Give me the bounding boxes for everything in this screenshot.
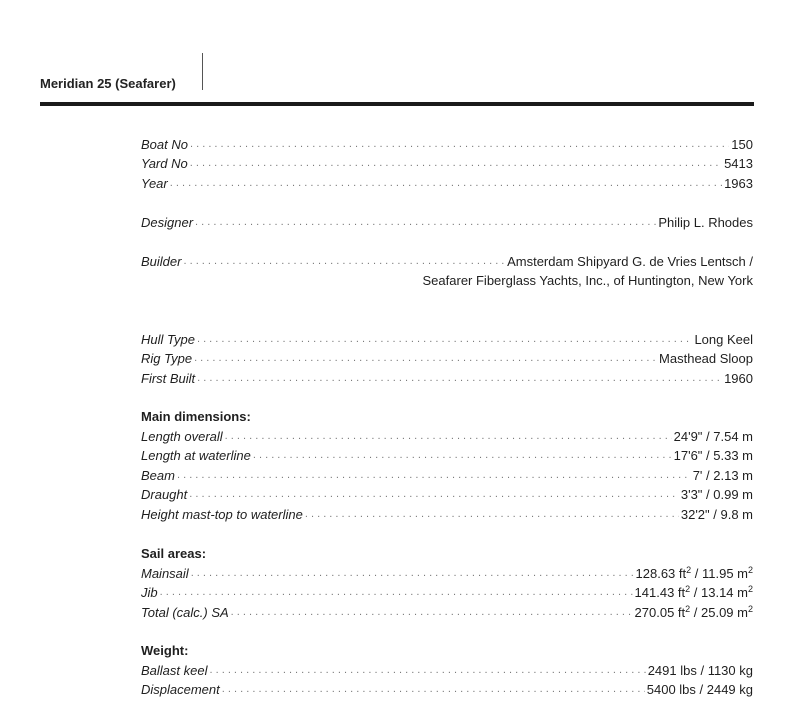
- spec-value: 3'3" / 0.99 m: [680, 487, 753, 502]
- dot-leader: [190, 135, 729, 154]
- spec-row-length-waterline: [141, 446, 753, 465]
- spec-row-yard-no: [141, 154, 753, 173]
- dot-leader: [183, 252, 505, 271]
- spec-row-displacement: [141, 680, 753, 699]
- spec-row-length-overall: [141, 427, 753, 446]
- value-imperial: 270.05 ft: [634, 605, 686, 620]
- spec-label: Beam: [141, 468, 175, 483]
- spec-value: [635, 583, 753, 602]
- spec-label: Year: [141, 176, 168, 191]
- value-imperial: 141.43 ft: [634, 585, 686, 600]
- spec-row-builder: [141, 252, 753, 271]
- exponent: 2: [685, 604, 691, 614]
- spec-row-first-built: [141, 369, 753, 388]
- spec-row-boat-no: [141, 135, 753, 154]
- dot-leader: [170, 174, 722, 193]
- spec-row-draught: [141, 485, 753, 504]
- spec-label: Rig Type: [141, 351, 193, 366]
- spec-value: Masthead Sloop: [659, 351, 753, 366]
- dot-leader: [194, 349, 657, 368]
- spec-label: Ballast keel: [141, 663, 208, 678]
- dot-leader: [160, 583, 633, 602]
- spec-value: 5400 lbs / 2449 kg: [646, 682, 753, 697]
- spec-value: 1960: [724, 371, 753, 386]
- value-metric: / 11.95 m: [691, 566, 748, 581]
- spec-row-ballast-keel: [141, 661, 753, 680]
- spec-row-mainsail: [141, 564, 753, 583]
- dot-leader: [305, 505, 679, 524]
- value-metric: / 25.09 m: [690, 605, 748, 620]
- spec-value: Long Keel: [694, 332, 753, 347]
- value-metric: / 13.14 m: [690, 585, 748, 600]
- spec-label: Draught: [141, 487, 188, 502]
- dot-leader: [195, 213, 656, 232]
- exponent: 2: [747, 584, 753, 594]
- dot-leader: [190, 154, 722, 173]
- exponent: 2: [747, 604, 753, 614]
- dot-leader: [189, 485, 679, 504]
- page-title: Meridian 25 (Seafarer): [40, 76, 176, 91]
- dot-leader: [231, 603, 633, 622]
- dot-leader: [253, 446, 672, 465]
- spec-value: Philip L. Rhodes: [658, 215, 753, 230]
- header-divider: [202, 53, 203, 90]
- spec-label: Jib: [141, 585, 158, 600]
- spec-label: Total (calc.) SA: [141, 605, 229, 620]
- spec-row-jib: [141, 583, 753, 602]
- dot-leader: [225, 427, 672, 446]
- spec-value: 1963: [724, 176, 753, 191]
- dot-leader: [177, 466, 691, 485]
- section-heading-weight: Weight:: [141, 643, 189, 658]
- exponent: 2: [685, 584, 691, 594]
- spec-row-height-mast: [141, 505, 753, 524]
- dot-leader: [197, 369, 722, 388]
- spec-value: 24'9" / 7.54 m: [673, 429, 753, 444]
- spec-row-hull-type: [141, 330, 753, 349]
- value-imperial: 128.63 ft: [635, 566, 687, 581]
- builder-value-line2: Seafarer Fiberglass Yachts, Inc., of Huntington, New York: [422, 273, 753, 288]
- spec-value: 150: [731, 137, 753, 152]
- spec-label: Displacement: [141, 682, 220, 697]
- exponent: 2: [747, 565, 753, 575]
- spec-label: Boat No: [141, 137, 188, 152]
- section-heading-sail-areas: Sail areas:: [141, 546, 207, 561]
- dot-leader: [197, 330, 692, 349]
- spec-row-year: [141, 174, 753, 193]
- spec-label: First Built: [141, 371, 196, 386]
- spec-label: Height mast-top to waterline: [141, 507, 303, 522]
- spec-label: Length overall: [141, 429, 223, 444]
- spec-value: 2491 lbs / 1130 kg: [647, 663, 753, 678]
- header-rule: [40, 102, 754, 106]
- spec-row-total-sa: [141, 603, 753, 622]
- spec-label: Yard No: [141, 156, 188, 171]
- spec-value: Amsterdam Shipyard G. de Vries Lentsch /: [507, 254, 753, 269]
- spec-value: 5413: [724, 156, 753, 171]
- dot-leader: [209, 661, 645, 680]
- spec-label: Length at waterline: [141, 448, 251, 463]
- spec-label: Designer: [141, 215, 194, 230]
- spec-value: 17'6" / 5.33 m: [673, 448, 753, 463]
- spec-value: 7' / 2.13 m: [692, 468, 753, 483]
- dot-leader: [222, 680, 645, 699]
- spec-row-beam: [141, 466, 753, 485]
- spec-label: Builder: [141, 254, 182, 269]
- spec-label: Mainsail: [141, 566, 189, 581]
- spec-row-designer: [141, 213, 753, 232]
- spec-label: Hull Type: [141, 332, 195, 347]
- exponent: 2: [686, 565, 692, 575]
- spec-row-rig-type: [141, 349, 753, 368]
- spec-value: [636, 564, 753, 583]
- section-heading-main-dimensions: Main dimensions:: [141, 409, 251, 424]
- dot-leader: [191, 564, 634, 583]
- spec-value: 32'2" / 9.8 m: [680, 507, 753, 522]
- spec-value: [635, 603, 753, 622]
